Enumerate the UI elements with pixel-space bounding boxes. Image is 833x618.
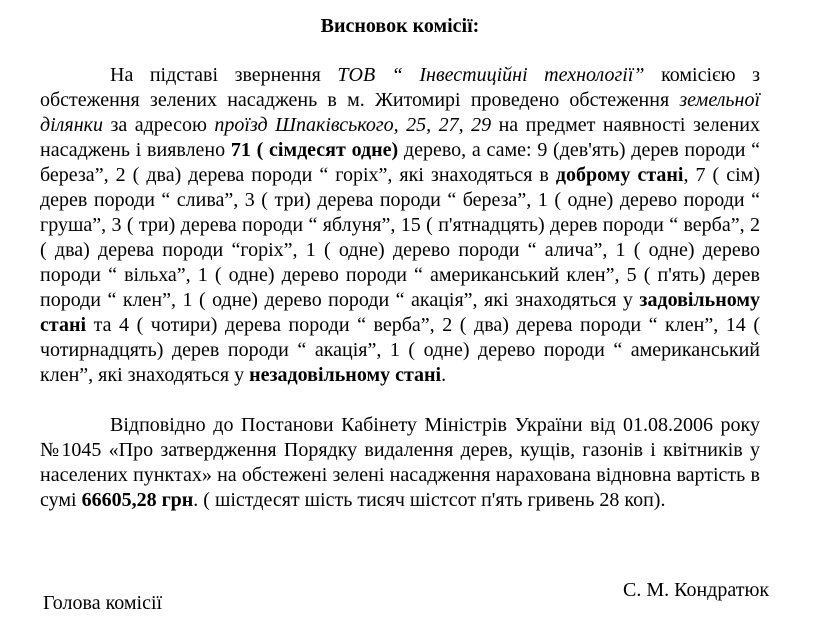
unsatisfactory-condition-label: незадовільному стані — [249, 364, 442, 386]
address: проїзд Шпаківського, 25, 27, 29 — [214, 114, 492, 136]
p2-text-2: . ( шістдесят шість тисяч шістсот п'ять гривень 28 коп). — [193, 489, 666, 511]
restoration-value: 66605,28 грн — [81, 489, 194, 511]
tree-total: 71 ( сімдесят одне) — [230, 139, 399, 161]
commission-head-label: Голова комісії — [43, 592, 163, 614]
land-plot-label: земельної ділянки — [40, 89, 760, 136]
p1-text-6: , 7 ( сім) дерев породи “ слива”, 3 ( три) дерева породи “ береза”, 1 ( одне) дерево породи “ груша”, 3 ( три) дерева породи “ яблуня”, 15 ( п'ятнадцять) дерев породи “ верба”, 2 ( два) дерева породи “горіх”, 1 ( одне) дерево породи “ алича”, 1 ( одне) дерево породи “ вільха”, 1 ( одне) дерево породи “ американський клен”, 5 ( п'ять) дерев породи “ клен”, 1 ( одне) дерево породи “ акація”, які знаходяться у — [40, 164, 760, 311]
p1-text-3: за адресою — [102, 114, 215, 136]
p1-text-4: на предмет наявності зелених насаджень і виявлено — [40, 114, 760, 161]
conclusion-paragraph — [40, 63, 760, 388]
document-title: Висновок комісії: — [320, 15, 480, 37]
signatory-name: С. М. Кондратюк — [623, 579, 770, 601]
valuation-paragraph — [40, 413, 760, 513]
applicant-name: ТОВ “ Інвестиційні технології” — [337, 64, 645, 86]
satisfactory-condition-label: задовільному стані — [40, 289, 760, 336]
p1-text-1: На підставі звернення — [110, 64, 338, 86]
p1-text-8: . — [441, 364, 447, 386]
p1-text-5: дерево, а саме: 9 (дев'ять) дерев породи “ береза”, 2 ( два) дерева породи “ горіх”, які знаходяться в — [40, 139, 761, 186]
good-condition-label: доброму стані — [555, 164, 684, 186]
p2-text-1: Відповідно до Постанови Кабінету Міністрів України від 01.08.2006 року №1045 «Про затвердження Порядку видалення дерев, кущів, газонів і квітників у населених пунктах» на обстежені зелені насадження нарахована відновна вартість в сумі — [40, 414, 760, 511]
p1-text-7: та 4 ( чотири) дерева породи “ верба”, 2 ( два) дерева породи “ клен”, 14 ( чотирнадцять) дерев породи “ акація”, 1 ( одне) дерево породи “ американський клен”, які знаходяться у — [40, 314, 760, 386]
p1-text-2: комісією з обстеження зелених насаджень в м. Житомирі проведено обстеження — [40, 64, 760, 111]
